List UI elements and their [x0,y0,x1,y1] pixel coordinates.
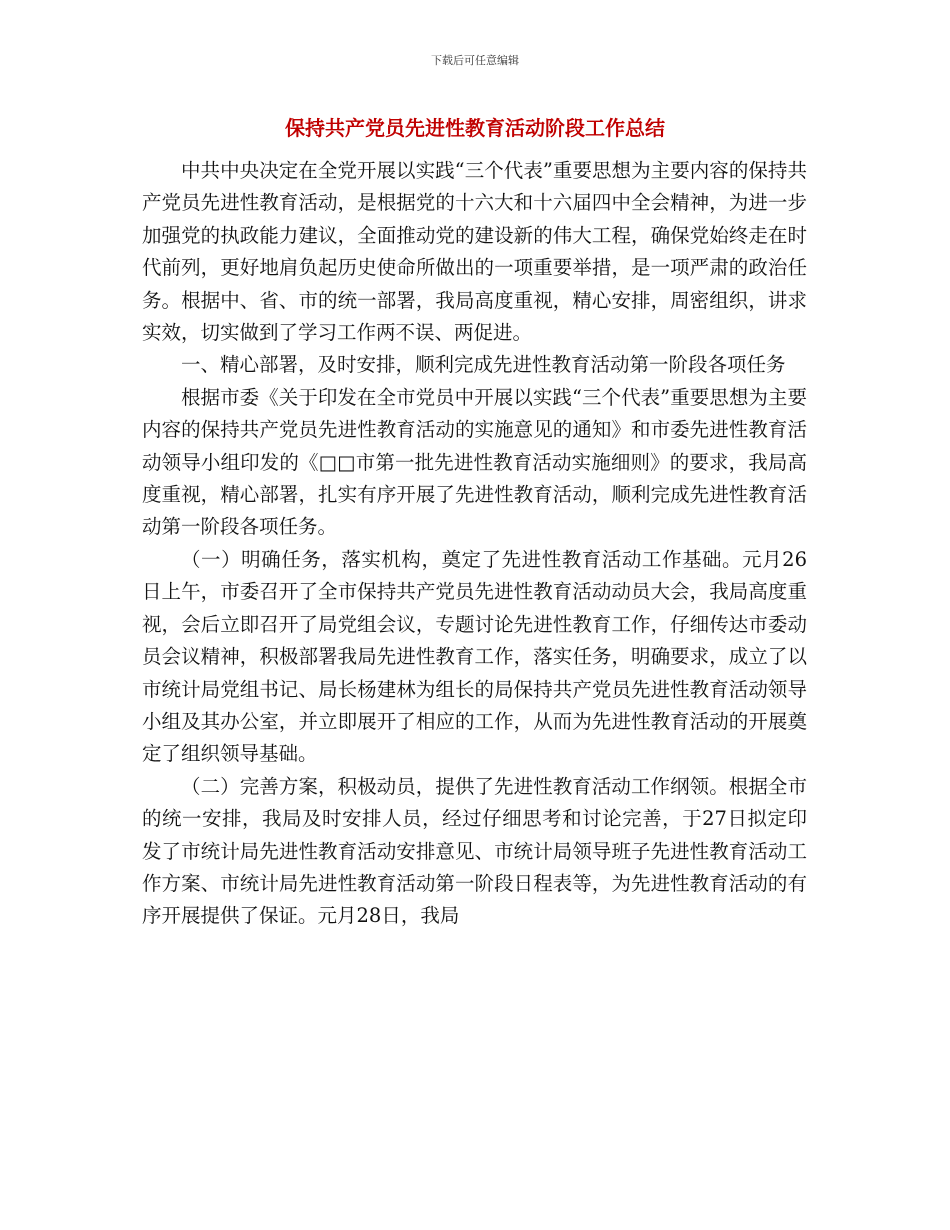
document-title: 保持共产党员先进性教育活动阶段工作总结 [285,116,665,140]
paragraph-subsection-1: （一）明确任务，落实机构，奠定了先进性教育活动工作基础。元月26日上午，市委召开了全市保持共产党员先进性教育活动动员大会，我局高度重视，会后立即召开了局党组会议，专题讨论先进性教育工作，仔细传达市委动员会议精神，积极部署我局先进性教育工作，落实任务，明确要求，成立了以市统计局党组书记、局长杨建林为组长的局保持共产党员先进性教育活动领导小组及其办公室，并立即展开了相应的工作，从而为先进性教育活动的开展奠定了组织领导基础。 [142,547,807,766]
section-heading-1: 一、精心部署，及时安排，顺利完成先进性教育活动第一阶段各项任务 [181,353,786,377]
paragraph-subsection-2: （二）完善方案，积极动员，提供了先进性教育活动工作纲领。根据全市的统一安排，我局及时安排人员，经过仔细思考和讨论完善，于27日拟定印发了市统计局先进性教育活动安排意见、市统计局领导班子先进性教育活动工作方案、市统计局先进性教育活动第一阶段日程表等，为先进性教育活动的有序开展提供了保证。元月28日，我局 [142,774,807,928]
paragraph-intro: 中共中央决定在全党开展以实践“三个代表”重要思想为主要内容的保持共产党员先进性教育活动，是根据党的十六大和十六届四中全会精神，为进一步加强党的执政能力建议，全面推动党的建设新的伟大工程，确保党始终走在时代前列，更好地肩负起历史使命所做出的一项重要举措，是一项严肃的政治任务。根据中、省、市的统一部署，我局高度重视，精心安排，周密组织，讲求实效，切实做到了学习工作两不误、两促进。 [142,159,807,345]
header-note: 下载后可任意编辑 [431,54,519,67]
document-body [142,155,807,933]
paragraph-basis: 根据市委《关于印发在全市党员中开展以实践“三个代表”重要思想为主要内容的保持共产党员先进性教育活动的实施意见的通知》和市委先进性教育活动领导小组印发的《□□市第一批先进性教育活动实施细则》的要求，我局高度重视，精心部署，扎实有序开展了先进性教育活动，顺利完成先进性教育活动第一阶段各项任务。 [142,385,807,539]
